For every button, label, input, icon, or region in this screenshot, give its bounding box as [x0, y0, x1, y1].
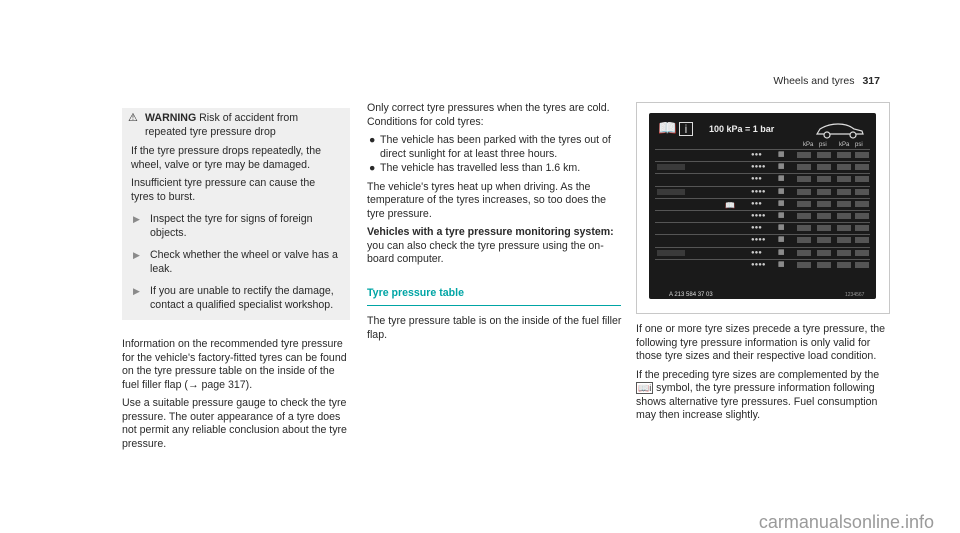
- luggage-icon: ▦: [778, 151, 785, 158]
- tyre-pressure-label: [649, 113, 876, 299]
- pressure-grid: [655, 149, 870, 271]
- list-item: [367, 162, 622, 176]
- list-item: [367, 134, 622, 161]
- value-cell: [797, 225, 811, 231]
- warning-title-text: Risk of accident from repeated tyre pressure drop: [145, 112, 299, 138]
- load-icon: ●●●: [751, 152, 762, 158]
- table-row: [655, 247, 870, 259]
- value-cell: [837, 201, 851, 207]
- value-cell: [817, 164, 831, 170]
- value-cell: [817, 152, 831, 158]
- warning-box: [122, 108, 350, 320]
- value-cell: [837, 237, 851, 243]
- page-number: 317: [862, 75, 880, 87]
- table-row: [655, 149, 870, 161]
- value-cell: [837, 189, 851, 195]
- kpa-conversion: 100 kPa = 1 bar: [709, 124, 775, 134]
- step-text: Check whether the wheel or valve has a leak.: [150, 249, 338, 275]
- step-arrow-icon: ▶: [133, 250, 140, 260]
- value-cell: [837, 262, 851, 268]
- body-paragraph: [636, 369, 888, 423]
- load-icon: ●●●: [751, 200, 762, 207]
- warning-label: WARNING: [145, 112, 197, 124]
- bullet-list: [367, 134, 622, 176]
- value-cell: [855, 213, 869, 219]
- step-item: [131, 249, 341, 276]
- tyre-size-cell: [657, 164, 685, 170]
- step-arrow-icon: ▶: [133, 286, 140, 296]
- value-cell: [855, 237, 869, 243]
- load-icon: ●●●●: [751, 237, 766, 244]
- luggage-icon: ▦: [778, 211, 785, 219]
- value-cell: [837, 152, 851, 158]
- luggage-icon: ▦: [778, 236, 785, 244]
- list-item-text: The vehicle has been parked with the tyres out of direct sunlight for at least three hours.: [380, 134, 611, 160]
- bold-lead: Vehicles with a tyre pressure monitoring system:: [367, 226, 614, 238]
- car-icon: [814, 121, 866, 139]
- value-cell: [855, 189, 869, 195]
- body-paragraph: The vehicle's tyres heat up when driving. As the temperature of the tyres increases, so too does the tyre pressure.: [367, 180, 607, 220]
- paragraph-start: If the preceding tyre sizes are complemented by the: [636, 368, 880, 381]
- book-info-symbol-icon: 📖i: [638, 383, 652, 393]
- warning-paragraph: Insufficient tyre pressure can cause the tyres to burst.: [131, 177, 316, 203]
- value-cell: [855, 262, 869, 268]
- load-icon: ●●●: [751, 249, 762, 256]
- step-text: If you are unable to rectify the damage, contact a qualified specialist workshop.: [150, 285, 334, 311]
- load-icon: ●●●●: [751, 212, 766, 219]
- section-name: Wheels and tyres: [773, 75, 855, 87]
- value-cell: [817, 189, 831, 195]
- load-icon: ●●●●: [751, 188, 766, 195]
- table-row: [655, 186, 870, 198]
- value-cell: [797, 213, 811, 219]
- column-left: [122, 108, 350, 456]
- book-icon: 📖: [725, 200, 735, 210]
- info-icon: i: [679, 122, 693, 136]
- body-paragraph: Use a suitable pressure gauge to check the tyre pressure. The outer appearance of a tyre does not permit any reliable conclusion about the tyre pressure.: [122, 397, 347, 450]
- body-paragraph: [367, 226, 622, 267]
- paragraph-rest: symbol, the tyre pressure information following shows alternative tyre pressures. Fuel consumption may then increase slightly.: [636, 382, 878, 421]
- table-row: [655, 234, 870, 246]
- page-header: [773, 75, 880, 89]
- luggage-icon: ▦: [778, 187, 785, 195]
- value-cell: [837, 250, 851, 256]
- value-cell: [797, 201, 811, 207]
- load-icon: ●●●●: [751, 164, 766, 171]
- step-item: [131, 285, 341, 312]
- warning-title: [128, 112, 341, 139]
- unit-psi: psi: [819, 142, 827, 148]
- value-cell: [817, 213, 831, 219]
- body-paragraph: Information on the recommended tyre pressure for the vehicle's factory-fitted tyres can be found on the tyre pressure table on the inside of the fuel filler flap (→ page 317).: [122, 338, 347, 391]
- column-right: [636, 323, 888, 428]
- warning-paragraph: If the tyre pressure drops repeatedly, the wheel, valve or tyre may be damaged.: [131, 145, 322, 171]
- value-cell: [837, 225, 851, 231]
- table-row: [655, 161, 870, 173]
- step-text: Inspect the tyre for signs of foreign objects.: [150, 213, 313, 239]
- table-row: [655, 198, 870, 210]
- book-icon: 📖: [658, 120, 677, 137]
- section-heading: Tyre pressure table: [367, 287, 621, 307]
- table-row: [655, 173, 870, 185]
- unit-kpa: kPa: [803, 142, 814, 148]
- table-row: [655, 222, 870, 234]
- value-cell: [817, 250, 831, 256]
- table-row: [655, 210, 870, 222]
- value-cell: [855, 176, 869, 182]
- tyre-pressure-label-figure: [636, 102, 890, 314]
- body-paragraph: The tyre pressure table is on the inside of the fuel filler flap.: [367, 315, 622, 341]
- table-row: [655, 259, 870, 271]
- value-cell: [797, 176, 811, 182]
- value-cell: [797, 152, 811, 158]
- value-cell: [837, 176, 851, 182]
- list-item-text: The vehicle has travelled less than 1.6 km.: [380, 162, 581, 174]
- luggage-icon: ▦: [778, 199, 785, 207]
- tyre-size-cell: [657, 250, 685, 256]
- bullet-icon: ●: [369, 162, 376, 174]
- load-icon: ●●●●: [751, 261, 766, 268]
- value-cell: [855, 201, 869, 207]
- part-number: A 213 584 37 03: [669, 292, 713, 298]
- body-paragraph: Only correct tyre pressures when the tyres are cold. Conditions for cold tyres:: [367, 102, 610, 128]
- warning-triangle-icon: ⚠: [128, 112, 138, 124]
- value-cell: [797, 189, 811, 195]
- value-cell: [837, 164, 851, 170]
- value-cell: [797, 262, 811, 268]
- watermark: carmanualsonline.info: [758, 511, 934, 532]
- bullet-icon: ●: [369, 134, 376, 146]
- luggage-icon: ▦: [778, 224, 785, 232]
- luggage-icon: ▦: [778, 260, 785, 268]
- load-icon: ●●●: [751, 176, 762, 183]
- value-cell: [797, 164, 811, 170]
- value-cell: [797, 250, 811, 256]
- unit-psi: psi: [855, 142, 863, 148]
- value-cell: [855, 250, 869, 256]
- value-cell: [817, 237, 831, 243]
- load-icon: ●●●: [751, 225, 762, 232]
- label-header: [649, 113, 876, 148]
- column-middle: [367, 102, 622, 347]
- step-item: [131, 213, 341, 240]
- value-cell: [817, 225, 831, 231]
- unit-kpa: kPa: [839, 142, 850, 148]
- paragraph-rest: you can also check the tyre pressure using the on-board computer.: [367, 239, 604, 265]
- luggage-icon: ▦: [778, 248, 785, 256]
- luggage-icon: ▦: [778, 175, 785, 183]
- value-cell: [855, 164, 869, 170]
- value-cell: [837, 213, 851, 219]
- step-arrow-icon: ▶: [133, 214, 140, 224]
- value-cell: [797, 237, 811, 243]
- figure-id: 1234567: [845, 292, 865, 298]
- luggage-icon: ▦: [778, 163, 785, 171]
- value-cell: [817, 176, 831, 182]
- value-cell: [855, 152, 869, 158]
- value-cell: [817, 201, 831, 207]
- body-paragraph: If one or more tyre sizes precede a tyre pressure, the following tyre pressure information is only valid for those tyre sizes and their respective load condition.: [636, 323, 886, 362]
- value-cell: [855, 225, 869, 231]
- tyre-size-cell: [657, 189, 685, 195]
- value-cell: [817, 262, 831, 268]
